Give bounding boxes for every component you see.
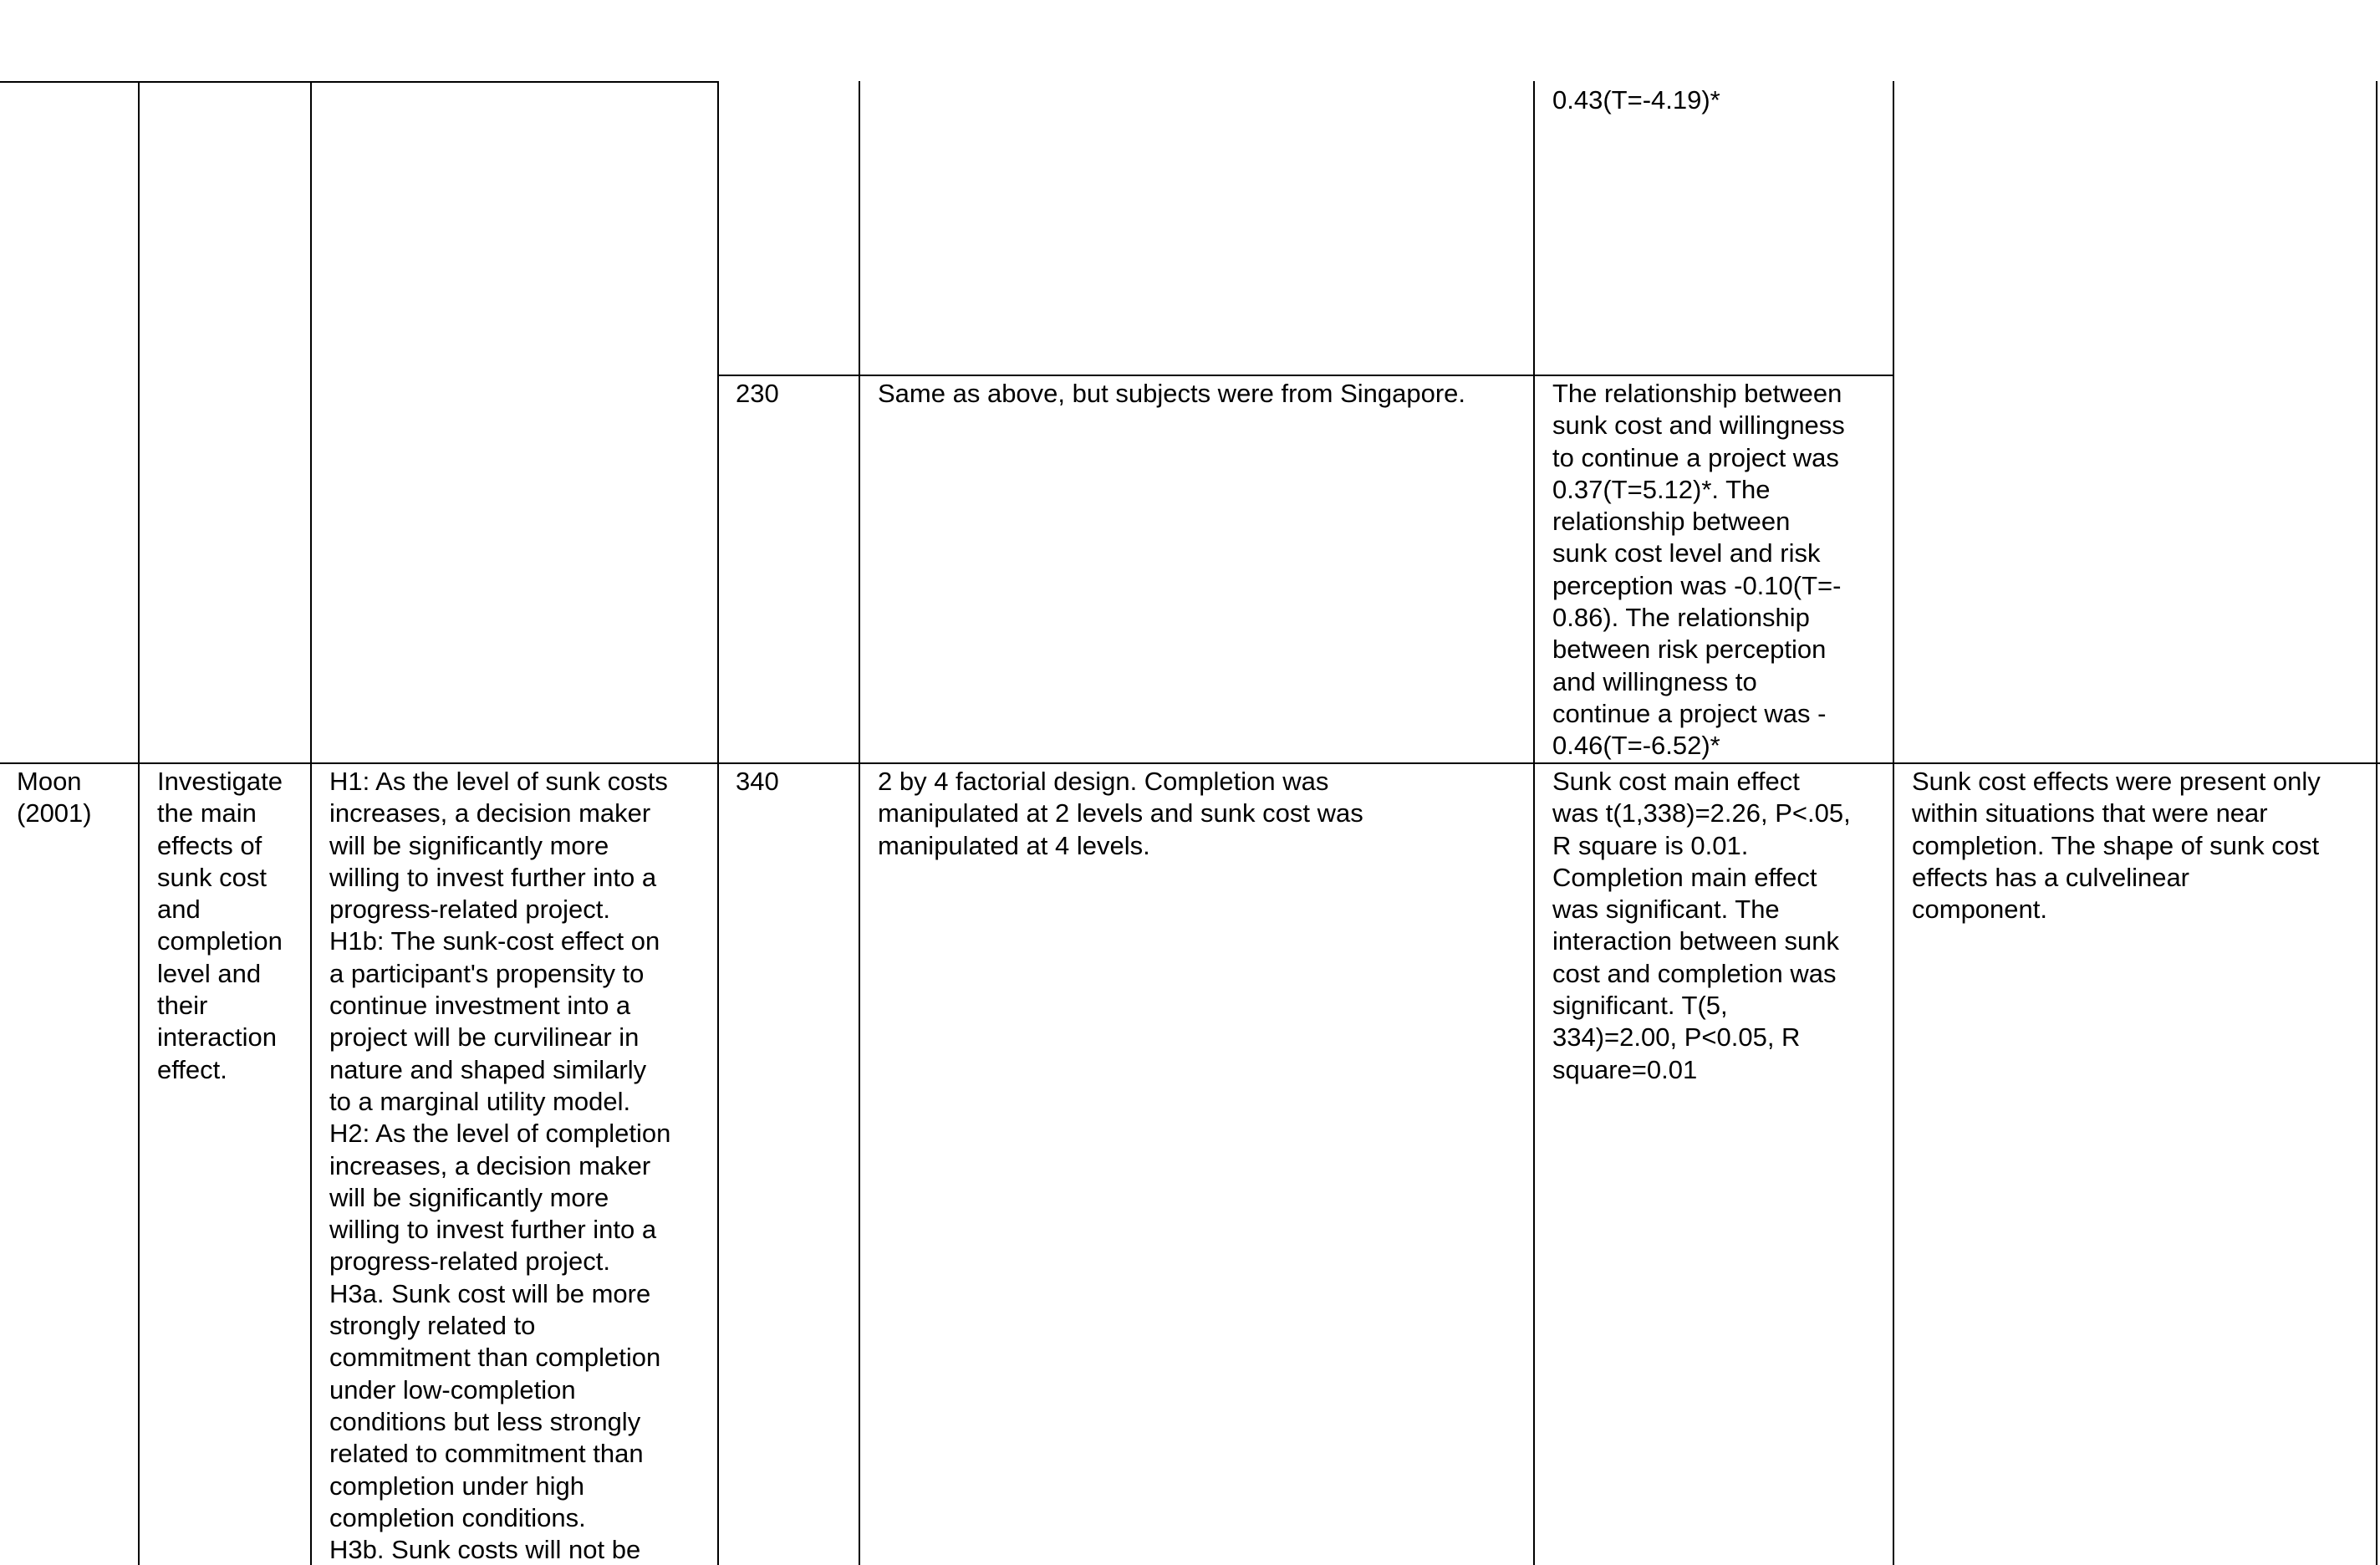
results-cell-prev-a: 0.43(T=-4.19)*	[1552, 85, 1720, 115]
table-top-border	[0, 81, 719, 83]
column-border-4	[859, 81, 860, 1565]
author-cell: Moon (2001)	[17, 767, 92, 828]
row-divider	[0, 762, 2380, 764]
conclusion-cell: Sunk cost effects were present only within situations that were near completion. The shape of sunk cost effects has a culvelinear component.	[1912, 767, 2321, 925]
purpose-cell: Investigate the main effects of sunk cost and completion level and their interaction effect.	[157, 767, 283, 1084]
column-border-2	[310, 81, 312, 1565]
results-cell: Sunk cost main effect was t(1,338)=2.26, P<.05, R square is 0.01. Completion main effect was significant. The interaction between sunk cost and completion was significant. T(5, 334)=2.00, P<0.05, R square=0.01	[1552, 767, 1851, 1084]
column-border-5	[1533, 81, 1535, 1565]
results-cell-prev-b: The relationship between sunk cost and willingness to continue a project was 0.37(T=5.12)*. The relationship between sunk cost level and risk perception was -0.10(T=- 0.86). The relationship between risk perception and willingness to continue a project was - 0.46(T=-6.52)*	[1552, 379, 1845, 761]
design-cell: 2 by 4 factorial design. Completion was manipulated at 2 levels and sunk cost was manipulated at 4 levels.	[878, 767, 1363, 860]
subrow-divider	[717, 375, 1894, 376]
column-border-1	[138, 81, 140, 1565]
column-border-3	[717, 81, 719, 1565]
sample-size-cell: 340	[736, 767, 779, 796]
design-cell-prev-b: Same as above, but subjects were from Singapore.	[878, 379, 1466, 408]
column-border-6	[1893, 81, 1894, 1565]
sample-size-cell-prev-b: 230	[736, 379, 779, 408]
hypotheses-cell: H1: As the level of sunk costs increases, a decision maker will be significantly more willing to invest further into a progress-related project. H1b: The sunk-cost effect on a participant's propensity to continue investment into a project will be curvilinear in nature and shaped similarly to a marginal utility model. H2: As the level of completion increases, a decision maker will be significantly more willing to invest further into a progress-related project. H3a. Sunk cost will be more strongly related to commitment than completion under low-completion conditions but less strongly related to commitment than completion under high completion conditions. H3b. Sunk costs will not be	[329, 767, 671, 1565]
table-right-border	[2376, 81, 2377, 1565]
